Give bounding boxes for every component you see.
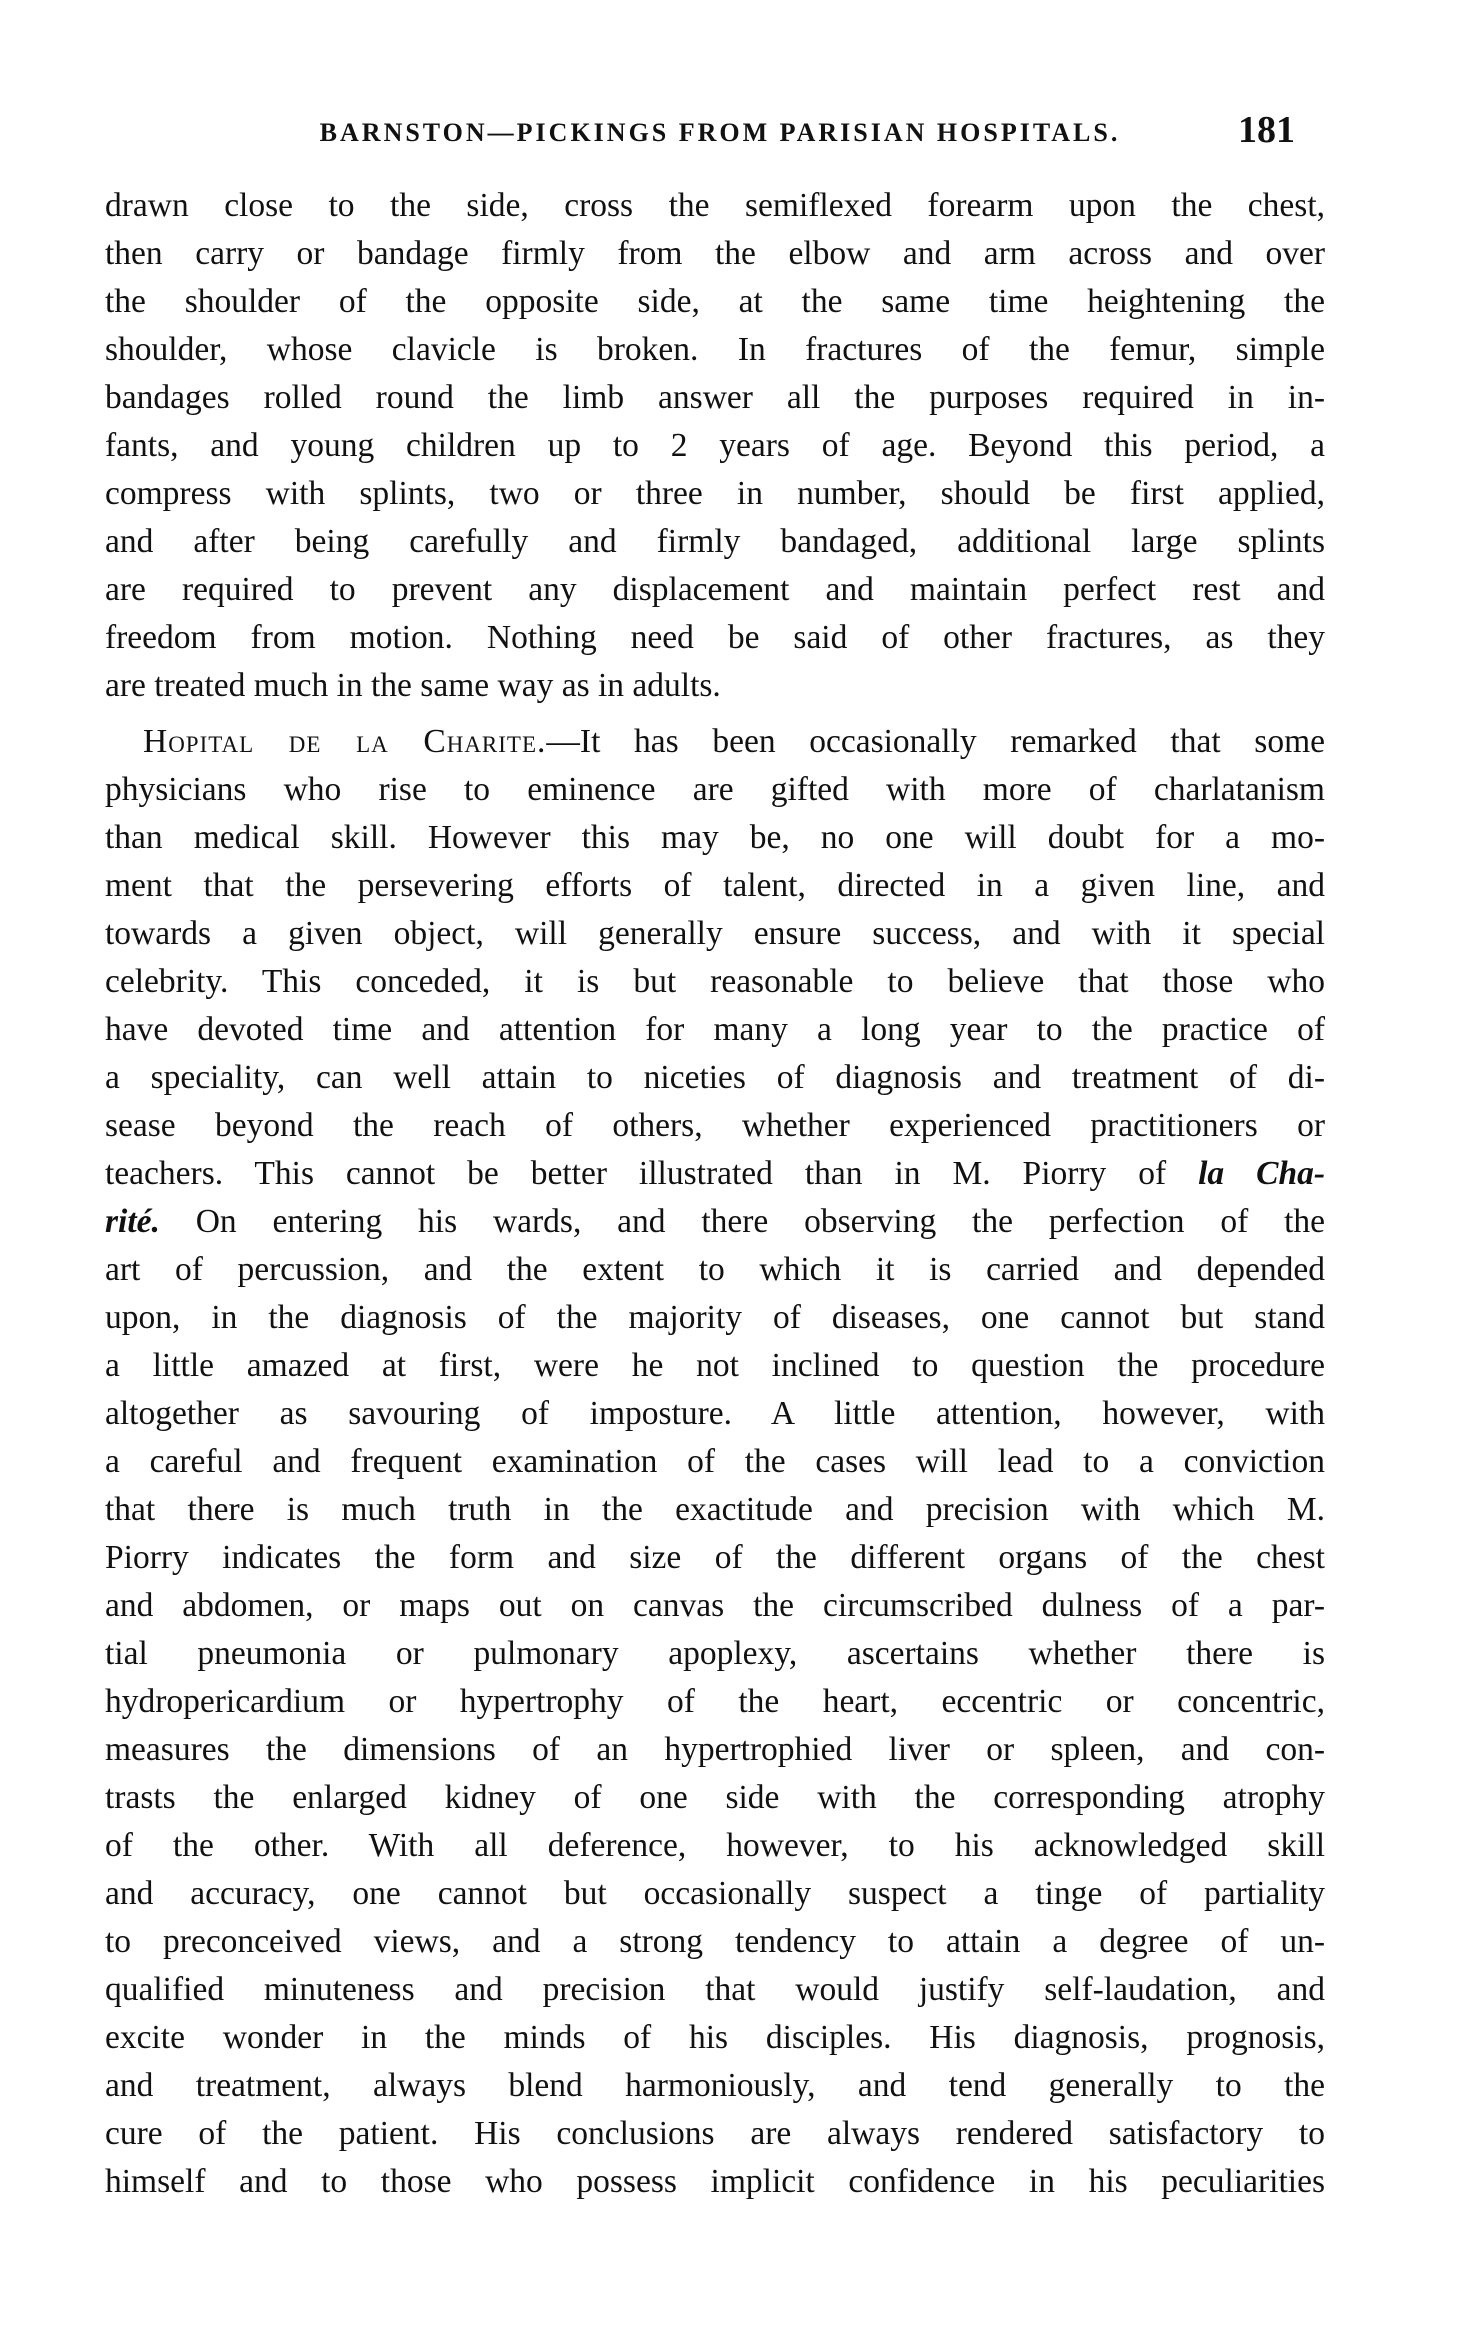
text-fragment: teachers. This cannot be better illustrated than in M. Piorry of [105, 1155, 1167, 1192]
section-heading: Hopital de la Charite. [143, 723, 547, 760]
text-line: shoulder, whose clavicle is broken. In fractures of the femur, simple [105, 331, 1325, 368]
text-line [105, 718, 1325, 766]
text-line: ment that the persevering efforts of talent, directed in a given line, and [105, 867, 1325, 904]
text-line: are required to prevent any displacement and maintain perfect rest and [105, 571, 1325, 608]
text-fragment: —It has been occasionally remarked that some [546, 723, 1326, 760]
text-line: and abdomen, or maps out on canvas the circumscribed dulness of a par- [105, 1587, 1325, 1624]
text-line: fants, and young children up to 2 years of age. Beyond this period, a [105, 427, 1325, 464]
text-line: that there is much truth in the exactitude and precision with which M. [105, 1491, 1325, 1528]
text-line: measures the dimensions of an hypertrophied liver or spleen, and con- [105, 1731, 1325, 1768]
text-line: cure of the patient. His conclusions are always rendered satisfactory to [105, 2115, 1325, 2152]
text-line: qualified minuteness and precision that would justify self-laudation, and [105, 1971, 1325, 2008]
text-line: a careful and frequent examination of the cases will lead to a conviction [105, 1443, 1325, 1480]
text-line: sease beyond the reach of others, whether experienced practitioners or [105, 1107, 1325, 1144]
text-line: art of percussion, and the extent to which it is carried and depended [105, 1251, 1325, 1288]
text-line: and accuracy, one cannot but occasionally suspect a tinge of partiality [105, 1875, 1325, 1912]
body-text [105, 182, 1325, 2206]
text-line [105, 1198, 1325, 1246]
paragraph-fractures [105, 182, 1325, 710]
text-line: himself and to those who possess implicit confidence in his peculiarities [105, 2163, 1325, 2200]
text-fragment: On entering his wards, and there observing the perfection of the [195, 1203, 1325, 1240]
text-line: are treated much in the same way as in adults. [105, 667, 721, 704]
text-line: altogether as savouring of imposture. A little attention, however, with [105, 1395, 1325, 1432]
text-line: than medical skill. However this may be, no one will doubt for a mo- [105, 819, 1325, 856]
paragraph-charite [105, 718, 1325, 2206]
text-line: have devoted time and attention for many a long year to the practice of [105, 1011, 1325, 1048]
text-line: compress with splints, two or three in number, should be first applied, [105, 475, 1325, 512]
text-line: excite wonder in the minds of his disciples. His diagnosis, prognosis, [105, 2019, 1325, 2056]
text-line: hydropericardium or hypertrophy of the heart, eccentric or concentric, [105, 1683, 1325, 1720]
text-line: a little amazed at first, were he not inclined to question the procedure [105, 1347, 1325, 1384]
text-line: celebrity. This conceded, it is but reasonable to believe that those who [105, 963, 1325, 1000]
text-line: to preconceived views, and a strong tendency to attain a degree of un- [105, 1923, 1325, 1960]
italic-term: la Cha- [1198, 1155, 1326, 1192]
text-line: Piorry indicates the form and size of the different organs of the chest [105, 1539, 1325, 1576]
text-line: bandages rolled round the limb answer all the purposes required in in- [105, 379, 1325, 416]
text-line: trasts the enlarged kidney of one side with the corresponding atrophy [105, 1779, 1325, 1816]
text-line: drawn close to the side, cross the semiflexed forearm upon the chest, [105, 187, 1325, 224]
paragraph-gap [105, 710, 1325, 718]
text-line: towards a given object, will generally ensure success, and with it special [105, 915, 1325, 952]
text-line: a speciality, can well attain to niceties of diagnosis and treatment of di- [105, 1059, 1325, 1096]
text-line: freedom from motion. Nothing need be said of other fractures, as they [105, 619, 1325, 656]
text-line: upon, in the diagnosis of the majority of diseases, one cannot but stand [105, 1299, 1325, 1336]
page-number: 181 [1238, 109, 1295, 151]
text-line: and after being carefully and firmly bandaged, additional large splints [105, 523, 1325, 560]
text-line: and treatment, always blend harmoniously, and tend generally to the [105, 2067, 1325, 2104]
text-line: tial pneumonia or pulmonary apoplexy, ascertains whether there is [105, 1635, 1325, 1672]
text-line: of the other. With all deference, however, to his acknowledged skill [105, 1827, 1325, 1864]
text-line: the shoulder of the opposite side, at the same time heightening the [105, 283, 1325, 320]
italic-term: rité. [105, 1203, 160, 1240]
text-line: physicians who rise to eminence are gifted with more of charlatanism [105, 771, 1325, 808]
text-line [105, 1150, 1325, 1198]
running-title: BARNSTON—PICKINGS FROM PARISIAN HOSPITALS. [319, 118, 1121, 147]
text-line: then carry or bandage firmly from the elbow and arm across and over [105, 235, 1325, 272]
